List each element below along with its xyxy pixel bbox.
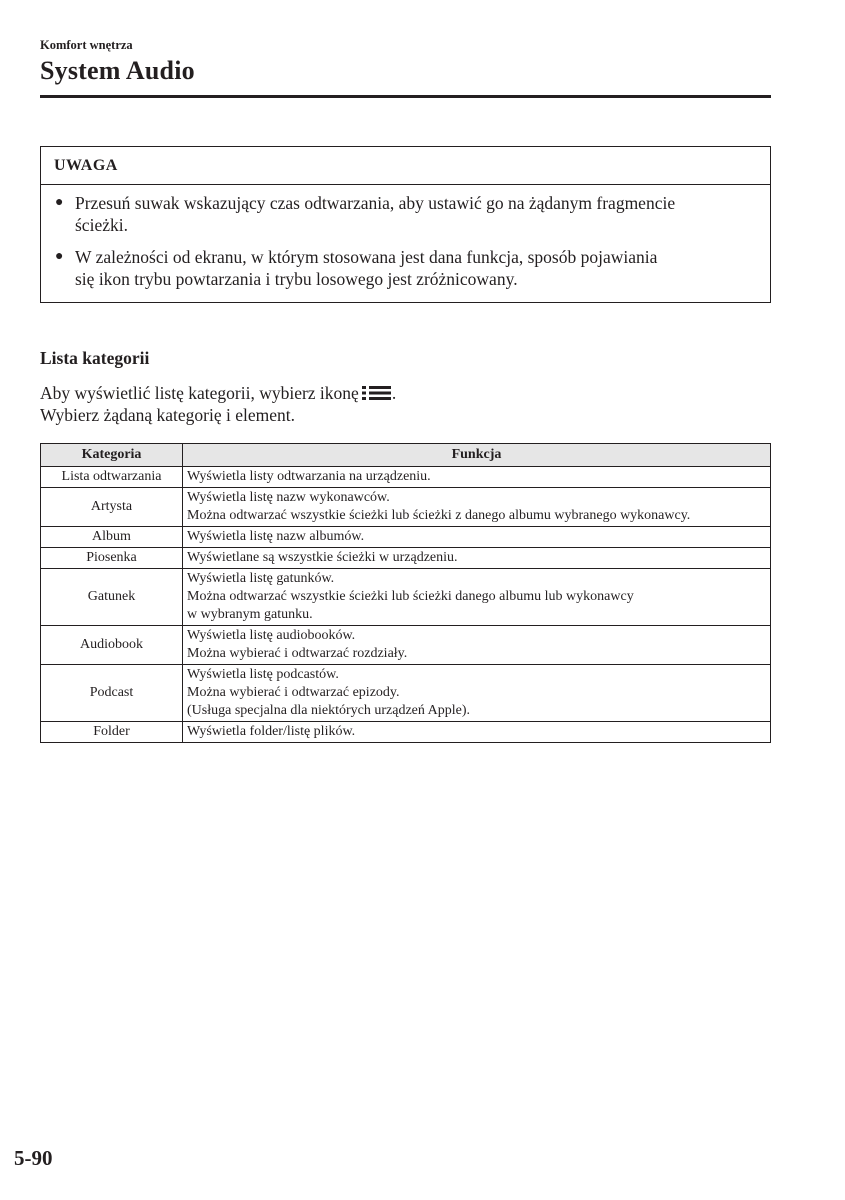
note-item-line: ścieżki.	[75, 215, 128, 235]
function-cell	[183, 665, 771, 722]
function-line: (Usługa specjalna dla niektórych urządzeń Apple).	[187, 703, 471, 718]
table-row	[41, 527, 771, 548]
category-cell: Piosenka	[41, 548, 183, 569]
function-line: Można wybierać i odtwarzać rozdziały.	[187, 646, 408, 661]
function-line: Wyświetla listę podcastów.	[187, 667, 339, 682]
table-row	[41, 722, 771, 743]
function-cell	[183, 548, 771, 569]
bullet-icon: ●	[55, 249, 64, 264]
table-row	[41, 665, 771, 722]
category-cell: Folder	[41, 722, 183, 743]
section-label: Komfort wnętrza	[40, 38, 133, 52]
note-list	[41, 185, 770, 290]
function-line: w wybranym gatunku.	[187, 607, 313, 622]
bullet-icon: ●	[55, 195, 64, 210]
function-cell	[183, 722, 771, 743]
intro-text	[40, 382, 396, 426]
category-cell: Podcast	[41, 665, 183, 722]
function-cell	[183, 467, 771, 488]
table-row	[41, 488, 771, 527]
function-line: Wyświetla listę nazw wykonawców.	[187, 490, 390, 505]
intro-text-part: .	[391, 383, 397, 403]
note-item	[55, 246, 750, 290]
function-line: Wyświetla listę gatunków.	[187, 571, 335, 586]
function-line: Wyświetlane są wszystkie ścieżki w urządzeniu.	[187, 550, 458, 565]
function-line: Wyświetla listy odtwarzania na urządzeniu.	[187, 469, 431, 484]
function-line: Wyświetla listę audiobooków.	[187, 628, 356, 643]
function-line: Można odtwarzać wszystkie ścieżki lub ścieżki z danego albumu wybranego wykonawcy.	[187, 508, 691, 523]
intro-text-part: Aby wyświetlić listę kategorii, wybierz ikonę	[40, 383, 359, 403]
function-line: Można odtwarzać wszystkie ścieżki lub ścieżki danego albumu lub wykonawcy	[187, 589, 634, 604]
table-row	[41, 548, 771, 569]
category-list-heading: Lista kategorii	[40, 348, 150, 368]
note-item-line: Przesuń suwak wskazujący czas odtwarzania, aby ustawić go na żądanym fragmencie	[75, 193, 676, 213]
table-row	[41, 467, 771, 488]
category-cell: Lista odtwarzania	[41, 467, 183, 488]
column-header-category: Kategoria	[41, 444, 183, 467]
note-item-line: się ikon trybu powtarzania i trybu losowego jest zróżnicowany.	[75, 269, 518, 289]
function-cell	[183, 626, 771, 665]
category-cell: Artysta	[41, 488, 183, 527]
note-heading: UWAGA	[41, 147, 770, 185]
column-header-function: Funkcja	[183, 444, 771, 467]
table-row	[41, 626, 771, 665]
list-icon	[362, 385, 392, 401]
category-cell: Audiobook	[41, 626, 183, 665]
category-table	[40, 443, 771, 743]
note-item-line: W zależności od ekranu, w którym stosowana jest dana funkcja, sposób pojawiania	[75, 247, 658, 267]
function-line: Można wybierać i odtwarzać epizody.	[187, 685, 400, 700]
function-cell	[183, 527, 771, 548]
page-number: 5-90	[14, 1146, 53, 1170]
title-rule	[40, 95, 771, 98]
table-header-row	[41, 444, 771, 467]
category-cell: Album	[41, 527, 183, 548]
function-line: Wyświetla listę nazw albumów.	[187, 529, 365, 544]
category-cell: Gatunek	[41, 569, 183, 626]
note-box	[40, 146, 771, 303]
note-item	[55, 192, 750, 236]
function-cell	[183, 569, 771, 626]
page-title: System Audio	[40, 56, 195, 85]
intro-line-1	[40, 382, 396, 404]
function-cell	[183, 488, 771, 527]
function-line: Wyświetla folder/listę plików.	[187, 724, 356, 739]
intro-line-2: Wybierz żądaną kategorię i element.	[40, 405, 295, 425]
table-row	[41, 569, 771, 626]
